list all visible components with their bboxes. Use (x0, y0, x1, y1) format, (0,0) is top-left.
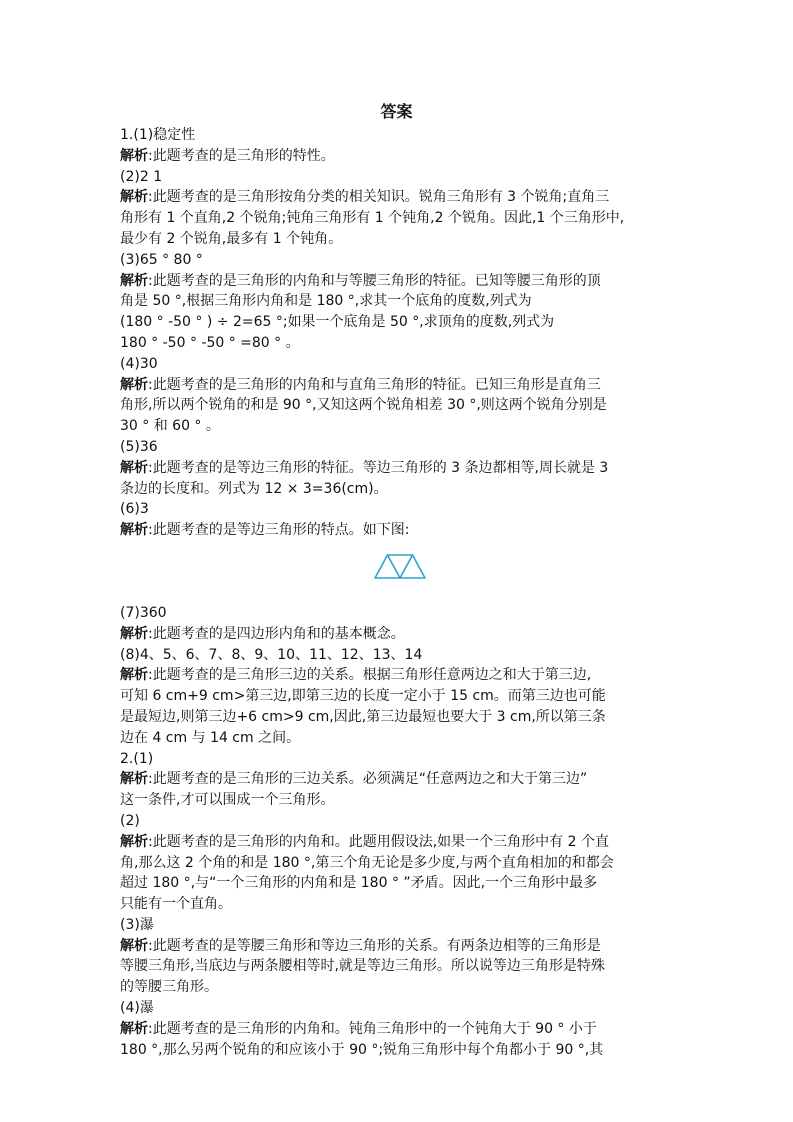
answer-line (120, 458, 680, 479)
answer-content (120, 125, 680, 1060)
answer-line (120, 915, 680, 936)
answer-text: 是最短边,则第三边+6 cm>9 cm,因此,第三边最短也要大于 3 cm,所以第三条 (120, 708, 606, 725)
answer-line (120, 499, 680, 520)
answer-line (120, 811, 680, 832)
answer-line (120, 665, 680, 686)
three-triangles-figure-icon (373, 551, 427, 581)
answer-line (120, 1040, 680, 1061)
answer-line (120, 250, 680, 271)
answer-line (120, 728, 680, 749)
answer-text: (2) (120, 812, 140, 829)
answer-line (120, 187, 680, 208)
answer-line (120, 167, 680, 188)
analysis-label: 解析 (120, 771, 148, 788)
answer-line (120, 832, 680, 853)
triangle-figure (120, 541, 680, 603)
page-title: 答案 (380, 102, 413, 121)
answer-text: 最少有 2 个锐角,最多有 1 个钝角。 (120, 230, 343, 247)
answer-text: :此题考查的是三角形的内角和。此题用假设法,如果一个三角形中有 2 个直 (148, 833, 609, 850)
answer-line (120, 1019, 680, 1040)
answer-text: :此题考查的是三角形的内角和与直角三角形的特征。已知三角形是直角三 (148, 376, 601, 393)
answer-line (120, 956, 680, 977)
answer-text: :此题考查的是等腰三角形和等边三角形的关系。有两条边相等的三角形是 (148, 937, 601, 954)
answer-line (120, 853, 680, 874)
answer-text: 等腰三角形,当底边与两条腰相等时,就是等边三角形。所以说等边三角形是特殊 (120, 958, 605, 975)
answer-text: 1.(1)稳定性 (120, 127, 196, 143)
analysis-label: 解析 (120, 189, 148, 206)
answer-line (120, 894, 680, 915)
answer-text: 30 ° 和 60 ° 。 (120, 418, 220, 435)
analysis-label: 解析 (120, 376, 148, 393)
answer-line (120, 291, 680, 312)
answer-line (120, 416, 680, 437)
answer-line (120, 686, 680, 707)
answer-line (120, 707, 680, 728)
answer-text: 180 °,那么另两个锐角的和应该小于 90 °;锐角三角形中每个角都小于 90 °,其 (120, 1041, 604, 1058)
answer-line (120, 645, 680, 666)
answer-text: :此题考查的是三角形按角分类的相关知识。锐角三角形有 3 个锐角;直角三 (148, 189, 610, 206)
answer-text: (3)65 ° 80 ° (120, 251, 203, 268)
answer-line (120, 208, 680, 229)
answer-line (120, 977, 680, 998)
answer-text: 只能有一个直角。 (120, 896, 232, 913)
answer-line (120, 146, 680, 167)
answer-text: (2)2 1 (120, 168, 163, 185)
answer-block-2 (120, 603, 680, 1061)
answer-text: (4)30 (120, 355, 158, 372)
answer-line (120, 603, 680, 624)
answer-text: (7)360 (120, 604, 167, 621)
answer-text: :此题考查的是等边三角形的特点。如下图: (148, 522, 410, 539)
answer-text: (4)瀑 (120, 1000, 154, 1017)
analysis-label: 解析 (120, 459, 148, 476)
answer-line (120, 479, 680, 500)
analysis-label: 解析 (120, 937, 148, 954)
answer-line (120, 624, 680, 645)
answer-text: 角形有 1 个直角,2 个锐角;钝角三角形有 1 个钝角,2 个锐角。因此,1 个三角形中, (120, 210, 625, 227)
answer-text: 边在 4 cm 与 14 cm 之间。 (120, 729, 301, 746)
answer-text: 角形,所以两个锐角的和是 90 °,又知这两个锐角相差 30 °,则这两个锐角分别是 (120, 397, 607, 414)
answer-text: :此题考查的是三角形的特性。 (148, 147, 335, 164)
answer-text: :此题考查的是三角形三边的关系。根据三角形任意两边之和大于第三边, (148, 667, 592, 684)
answer-text: 180 ° -50 ° -50 ° =80 ° 。 (120, 334, 300, 351)
answer-text: (6)3 (120, 501, 149, 518)
answer-text: 角是 50 °,根据三角形内角和是 180 °,求其一个底角的度数,列式为 (120, 293, 532, 310)
analysis-label: 解析 (120, 147, 148, 164)
answer-text: (8)4、5、6、7、8、9、10、11、12、13、14 (120, 646, 423, 663)
answer-text: 的等腰三角形。 (120, 979, 218, 996)
answer-text: :此题考查的是等边三角形的特征。等边三角形的 3 条边都相等,周长就是 3 (148, 459, 609, 476)
analysis-label: 解析 (120, 522, 148, 539)
answer-text: 条边的长度和。列式为 12 × 3=36(cm)。 (120, 480, 388, 497)
answer-text: 角,那么这 2 个角的和是 180 °,第三个角无论是多少度,与两个直角相加的和都会 (120, 854, 614, 871)
answer-line (120, 271, 680, 292)
answer-text: (180 ° -50 ° ) ÷ 2=65 °;如果一个底角是 50 °,求顶角的度数,列式为 (120, 314, 555, 331)
answer-text: 可知 6 cm+9 cm>第三边,即第三边的长度一定小于 15 cm。而第三边也可能 (120, 688, 606, 705)
answer-line (120, 520, 680, 541)
answer-text: 2.(1) (120, 750, 154, 767)
answer-line (120, 769, 680, 790)
answer-line (120, 333, 680, 354)
answer-block-1 (120, 125, 680, 541)
answer-text: :此题考查的是四边形内角和的基本概念。 (148, 625, 405, 642)
answer-line (120, 125, 680, 146)
answer-text: 超过 180 °,与“一个三角形的内角和是 180 ° ”矛盾。因此,一个三角形中最多 (120, 875, 598, 892)
answer-text: (5)36 (120, 438, 158, 455)
analysis-label: 解析 (120, 833, 148, 850)
answer-line (120, 790, 680, 811)
answer-line (120, 229, 680, 250)
answer-line (120, 395, 680, 416)
answer-text: :此题考查的是三角形的三边关系。必须满足“任意两边之和大于第三边” (148, 771, 588, 788)
answer-line (120, 936, 680, 957)
answer-line (120, 437, 680, 458)
answer-line (120, 749, 680, 770)
answer-text: :此题考查的是三角形的内角和。钝角三角形中的一个钝角大于 90 ° 小于 (148, 1020, 597, 1037)
answer-line (120, 873, 680, 894)
answer-line (120, 354, 680, 375)
analysis-label: 解析 (120, 1020, 148, 1037)
answer-line (120, 312, 680, 333)
answer-text: :此题考查的是三角形的内角和与等腰三角形的特征。已知等腰三角形的顶 (148, 272, 601, 289)
answer-text: (3)瀑 (120, 916, 154, 933)
analysis-label: 解析 (120, 272, 148, 289)
analysis-label: 解析 (120, 667, 148, 684)
analysis-label: 解析 (120, 625, 148, 642)
answer-line (120, 375, 680, 396)
answer-line (120, 998, 680, 1019)
answer-text: 这一条件,才可以围成一个三角形。 (120, 792, 335, 809)
